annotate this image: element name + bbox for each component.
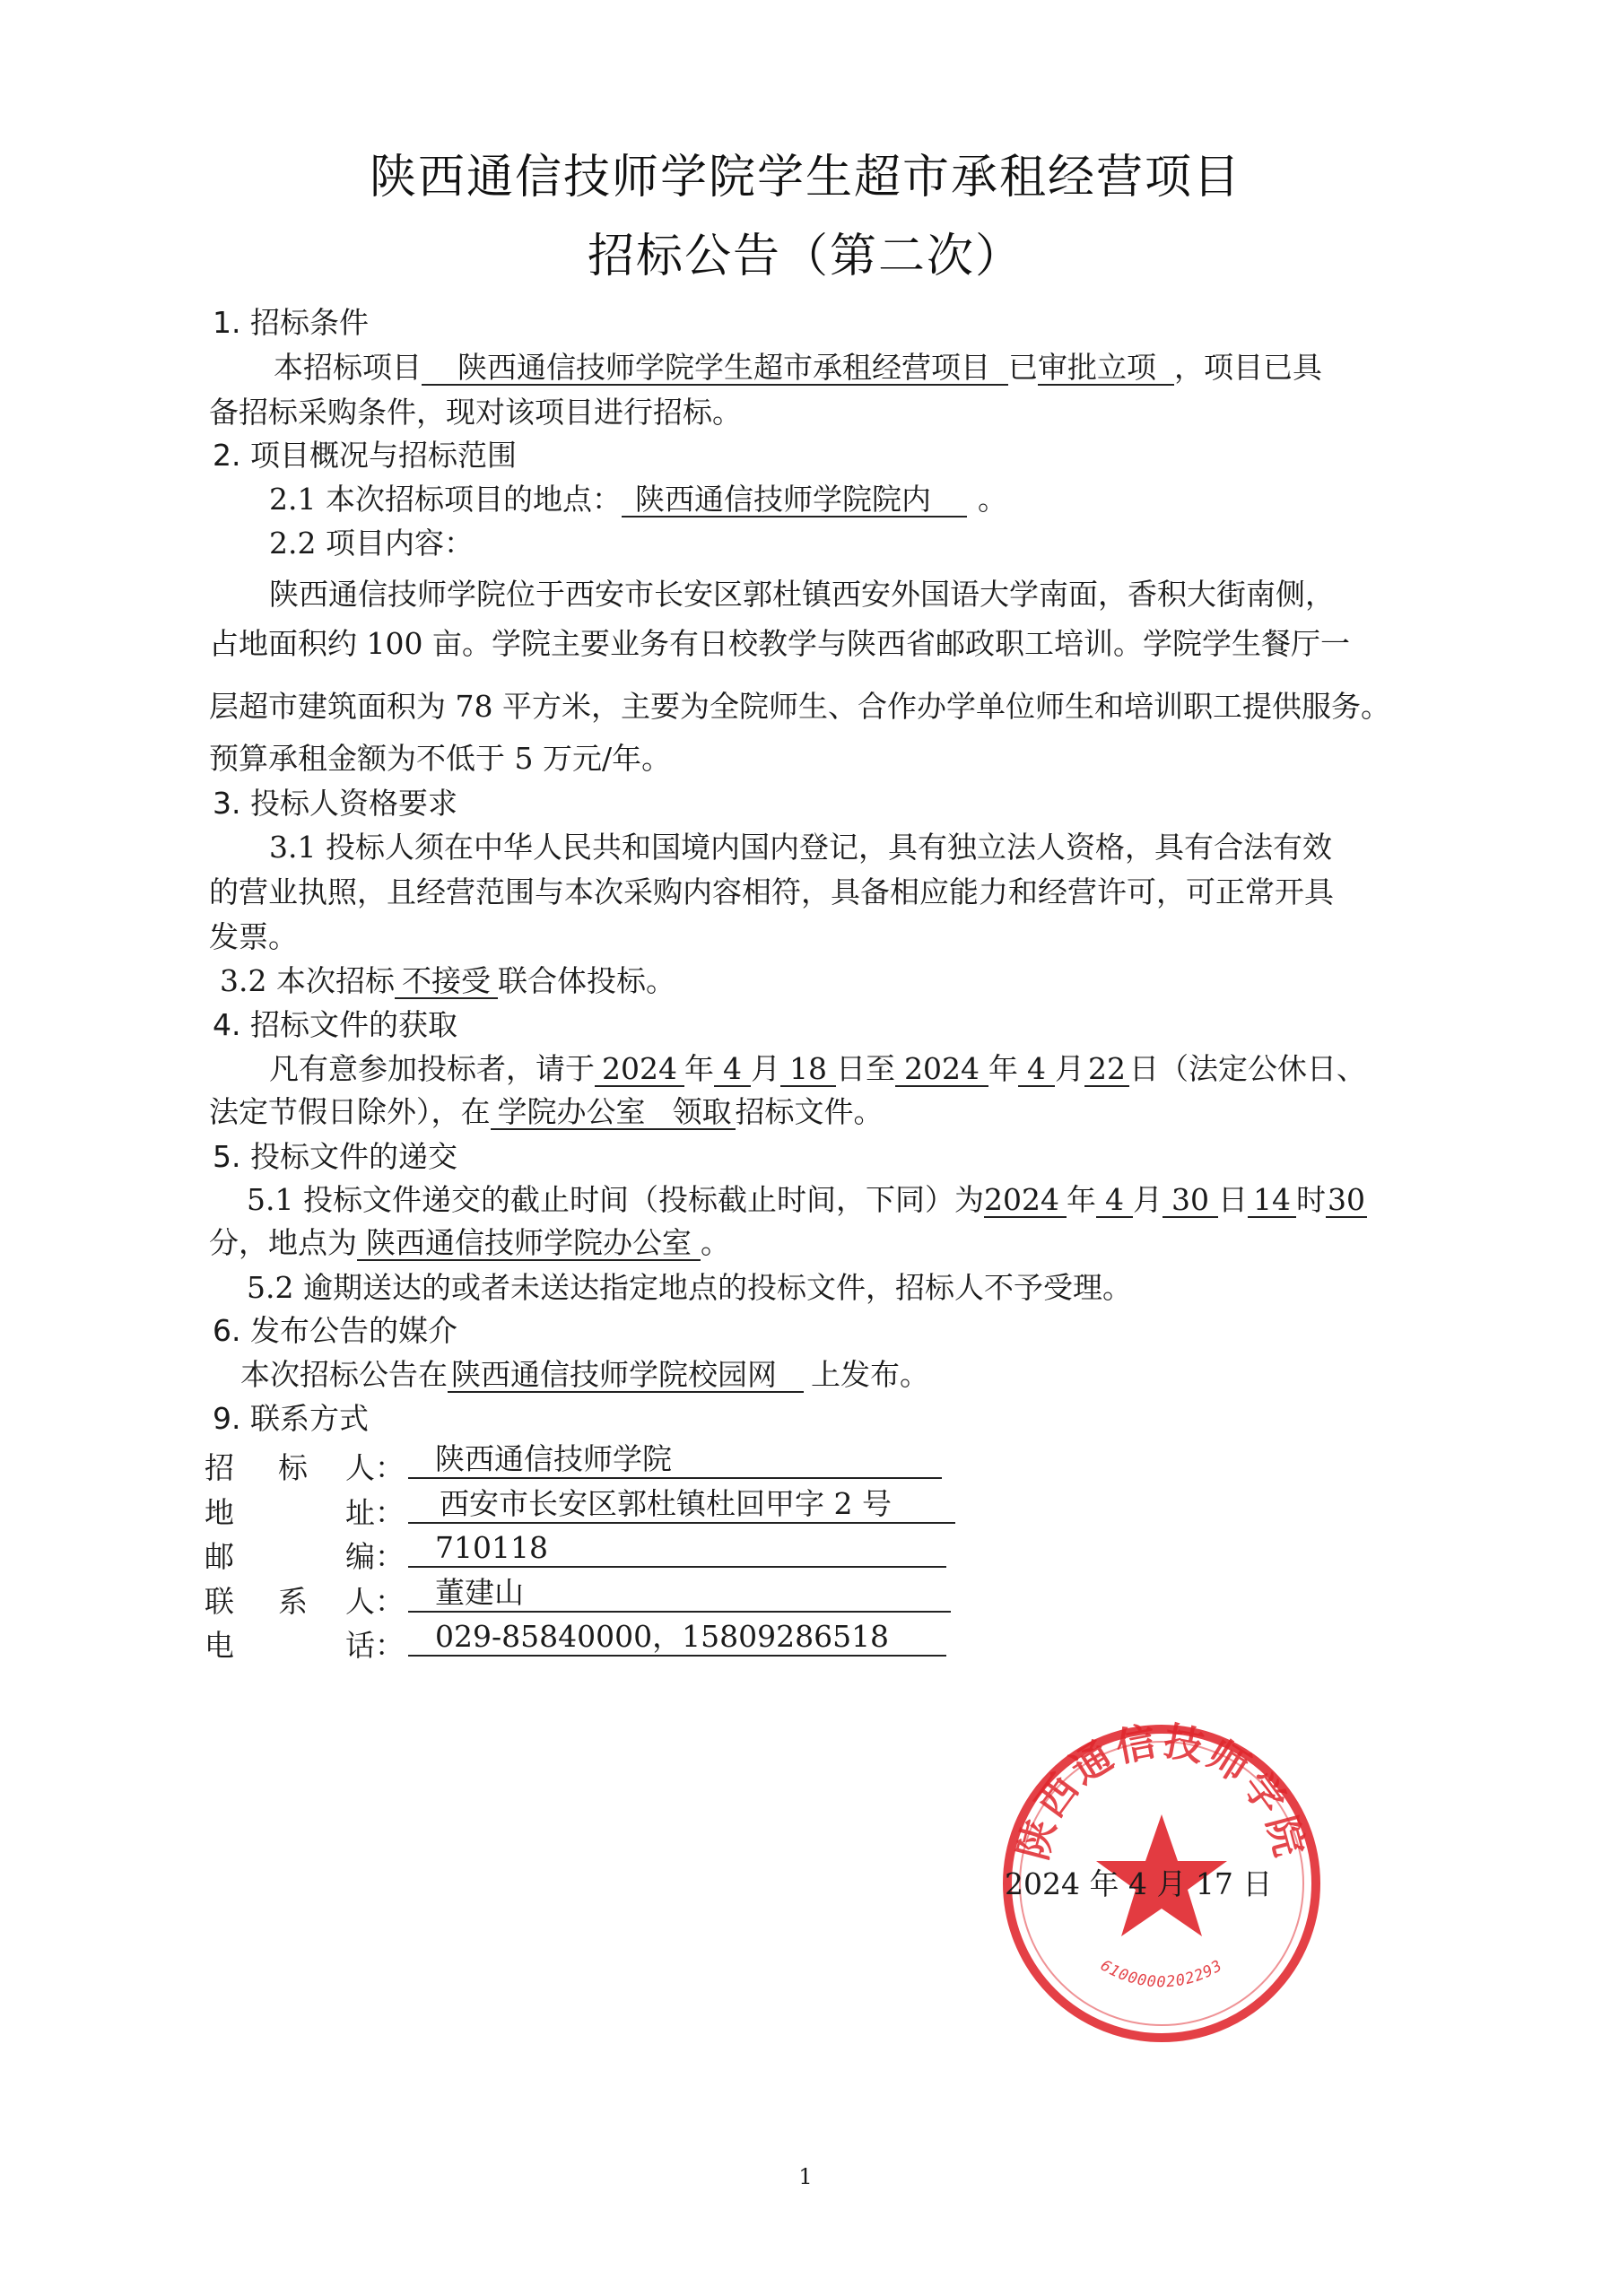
section-6-heading: 6. 发布公告的媒介 (213, 1313, 457, 1348)
contact-tenderer-value: 陕西通信技师学院 (408, 1441, 942, 1479)
contact-person-value: 董建山 (408, 1575, 951, 1613)
item-2-2: 2.2 项目内容： (269, 526, 474, 561)
document-subtitle: 招标公告（第二次） (587, 230, 1023, 283)
pickup-location: 学院办公室 (491, 1096, 653, 1130)
issue-date: 2024 年 4 月 17 日 (1005, 1866, 1273, 1901)
approval-status: 审批立项 (1038, 352, 1174, 386)
item-5-1-line-1: 5.1 投标文件递交的截止时间（投标截止时间，下同）为2024 年 4 月 30 日 14 时30 (247, 1182, 1365, 1217)
publication-media: 陕西通信技师学院校园网 (448, 1359, 804, 1393)
deadline-day: 30 (1163, 1184, 1218, 1218)
item-3-2: 3.2 本次招标 不接受 联合体投标。 (220, 963, 675, 998)
content-line-3: 层超市建筑面积为 78 平方米，主要为全院师生、合作办学单位师生和培训职工提供服务。 (209, 689, 1390, 724)
deadline-month: 4 (1096, 1184, 1133, 1218)
end-day: 22 (1084, 1053, 1129, 1087)
contact-address-value: 西安市长安区郭杜镇杜回甲字 2 号 (408, 1486, 955, 1524)
start-day: 18 (780, 1053, 836, 1087)
content-line-2: 占地面积约 100 亩。学院主要业务有日校教学与陕西省邮政职工培训。学院学生餐厅一 (209, 626, 1350, 661)
section-3-heading: 3. 投标人资格要求 (213, 786, 457, 821)
contact-postcode-value: 710118 (408, 1530, 946, 1568)
submission-location: 陕西通信技师学院办公室 (357, 1227, 701, 1261)
section-2-heading: 2. 项目概况与招标范围 (213, 438, 517, 473)
start-year: 2024 (595, 1053, 684, 1087)
section-1-para-line-1: 本招标项目 陕西通信技师学院学生超市承租经营项目 已审批立项 ，项目已具 (274, 350, 1322, 385)
item-5-2: 5.2 逾期送达的或者未送达指定地点的投标文件，招标人不予受理。 (247, 1270, 1132, 1305)
contact-phone-value: 029-85840000，15809286518 (408, 1619, 946, 1657)
section-4-line-2: 法定节假日除外），在 学院办公室 领取 招标文件。 (209, 1094, 884, 1129)
section-1-heading: 1. 招标条件 (213, 305, 369, 340)
svg-text:陕西通信技师学院: 陕西通信技师学院 (1010, 1718, 1313, 1865)
start-month: 4 (714, 1053, 751, 1087)
document-title: 陕西通信技师学院学生超市承租经营项目 (369, 151, 1241, 204)
consortium-policy: 不接受 (395, 965, 498, 999)
document-page: 陕西通信技师学院学生超市承租经营项目 招标公告（第二次） 1. 招标条件 本招标项目 陕西通信技师学院学生超市承租经营项目 已审批立项 ，项目已具 备招标采购条件，现对该项目进行招标。 2. 项目概况与招标范围 2.1 本次招标项目的地点： 陕西通信技师学院院内 。 2.2 项目内容： 陕西通信技师学院位于西安市长安区郭杜镇西安外国语大学南面，香积大街南侧， 占地面积约 100 亩。学院主要业务有日校教学与陕西省邮政职工培训。学院学生餐厅一 层超市建筑面积为 78 平方米，主要为全院师生、合作办学单位师生和培训职工提供服务。 预算承租金额为不低于 5 万元/年。 3. 投标人资格要求 3.1 投标人须在中华人民共和国境内国内登记，具有独立法人资格，具有合法有效 的营业执照，且经营范围与本次采购内容相符，具备相应能力和经营许可，可正常开具 发票。 3.2 本次招标 不接受 联合体投标。 4. 招标文件的获取 凡有意参加投标者，请于 2024 年 4 月 18 日至 2024 年 4 月 22 日（法定公休日、 法定节假日除外），在 学院办公室 领取 招标文件。 5. 投标文件的递交 5.1 投标文件递交的截止时间（投标截止时间，下同）为2024 年 4 月 30 日 14 时30 分，地点为 陕西通信技师学院办公室 。 5.2 逾期送达的或者未送达指定地点的投标文件，招标人不予受理。 6. 发布公告的媒介 本次招标公告在 陕西通信技师学院校园网 上发布。 9. 联系方式 招 标 人： 陕西通信技师学院 地 址： 西安市长安区郭杜镇杜回甲字 2 号 邮 编： 710118 联 系 人： 董建山 电 话： 029-85840000，15809286518 陕西通信技师学院 6100000202293 2024 年 4 月 17 日 1 (0, 0, 1611, 2296)
section-1-para-line-2: 备招标采购条件，现对该项目进行招标。 (209, 395, 742, 430)
section-5-heading: 5. 投标文件的递交 (213, 1139, 457, 1174)
item-3-1-line-1: 3.1 投标人须在中华人民共和国境内国内登记，具有独立法人资格，具有合法有效 (269, 830, 1332, 865)
section-4-line-1: 凡有意参加投标者，请于 2024 年 4 月 18 日至 2024 年 4 月 22 日（法定公休日、 (269, 1051, 1366, 1086)
end-month: 4 (1018, 1053, 1055, 1087)
content-line-4: 预算承租金额为不低于 5 万元/年。 (209, 741, 672, 776)
deadline-minute: 30 (1327, 1182, 1365, 1217)
project-name: 陕西通信技师学院学生超市承租经营项目 (422, 352, 1008, 386)
svg-text:6100000202293: 6100000202293 (1097, 1956, 1226, 1992)
deadline-hour: 14 (1248, 1184, 1296, 1218)
item-3-1-line-3: 发票。 (209, 919, 298, 954)
section-6-line: 本次招标公告在 陕西通信技师学院校园网 上发布。 (240, 1357, 929, 1392)
content-line-1: 陕西通信技师学院位于西安市长安区郭杜镇西安外国语大学南面，香积大街南侧， (269, 577, 1335, 612)
page-number: 1 (798, 2164, 813, 2189)
deadline-year: 2024 (984, 1184, 1067, 1218)
item-2-1: 2.1 本次招标项目的地点： 陕西通信技师学院院内 。 (269, 482, 1007, 517)
item-3-1-line-2: 的营业执照，且经营范围与本次采购内容相符，具备相应能力和经营许可，可正常开具 (209, 874, 1334, 909)
item-5-1-line-2: 分，地点为 陕西通信技师学院办公室 。 (209, 1225, 730, 1260)
section-9-heading: 9. 联系方式 (213, 1401, 369, 1436)
project-location: 陕西通信技师学院院内 (622, 483, 967, 517)
end-year: 2024 (895, 1053, 988, 1087)
section-4-heading: 4. 招标文件的获取 (213, 1007, 457, 1042)
